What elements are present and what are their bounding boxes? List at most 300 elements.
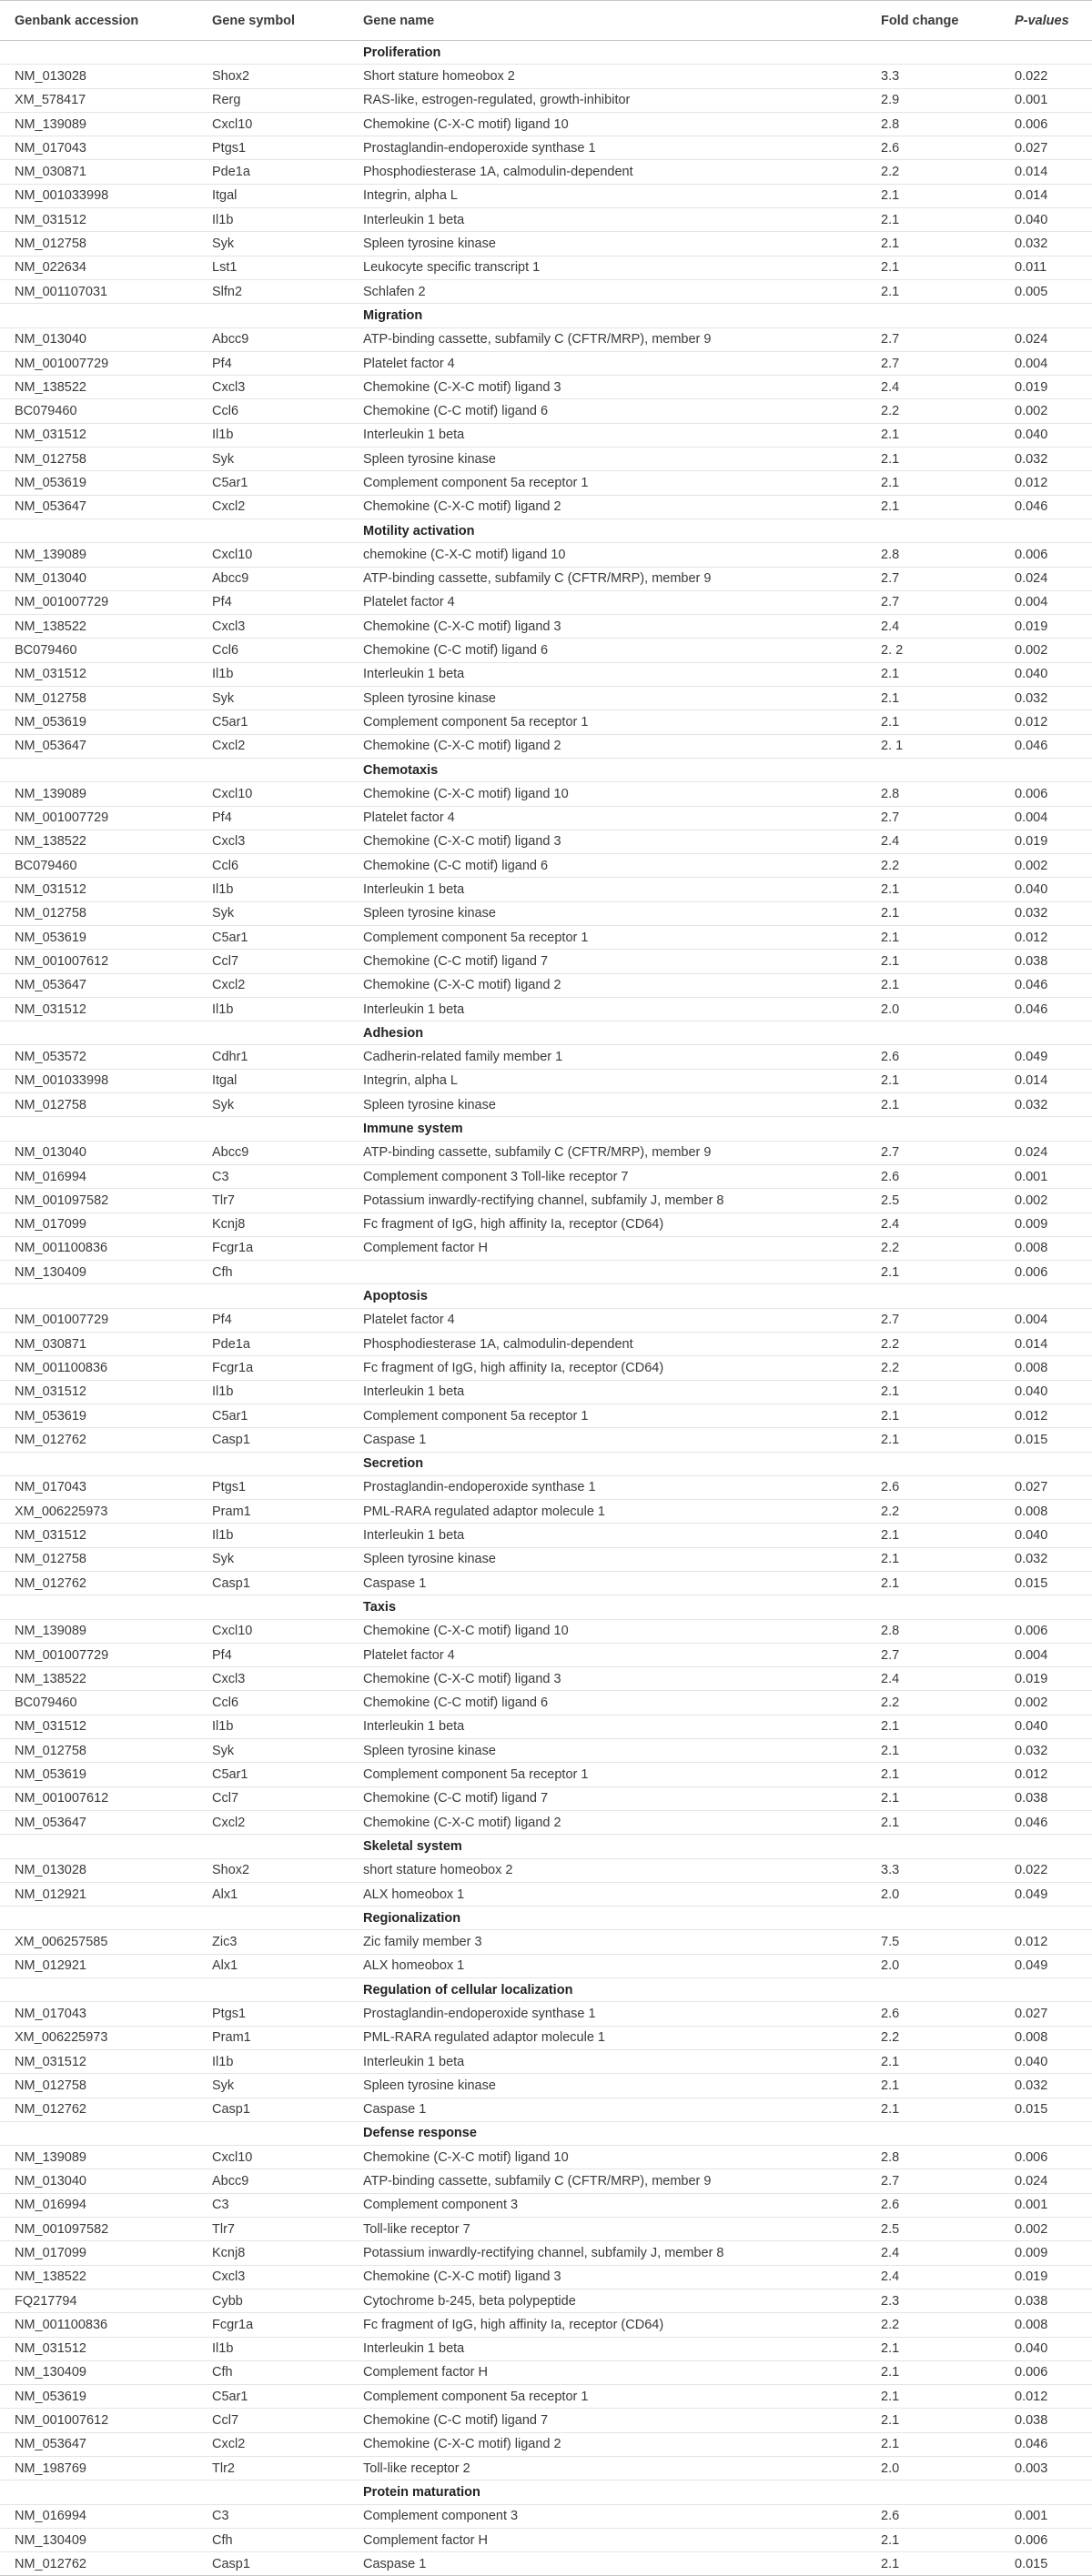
gene-symbol-cell: Ccl6 bbox=[212, 854, 363, 878]
fold-change-cell: 2.0 bbox=[881, 1954, 1015, 1977]
fold-change-cell: 2.1 bbox=[881, 2409, 1015, 2432]
section-title: Skeletal system bbox=[363, 1835, 1092, 1858]
genbank-accession-cell: NM_053647 bbox=[15, 1810, 212, 1834]
p-value-cell: 0.012 bbox=[1015, 925, 1092, 949]
row-spacer bbox=[0, 1380, 15, 1404]
fold-change-cell: 2.6 bbox=[881, 1164, 1015, 1188]
genbank-accession-cell: NM_138522 bbox=[15, 376, 212, 399]
row-spacer bbox=[0, 710, 15, 734]
genbank-accession-cell: NM_017099 bbox=[15, 2241, 212, 2265]
fold-change-cell: 2.1 bbox=[881, 495, 1015, 518]
table-row bbox=[0, 184, 1092, 207]
gene-symbol-cell: C5ar1 bbox=[212, 2385, 363, 2409]
table-row bbox=[0, 2337, 1092, 2360]
fold-change-cell: 3.3 bbox=[881, 1858, 1015, 1882]
gene-name-cell: Spleen tyrosine kinase bbox=[363, 1547, 881, 1571]
p-value-cell: 0.046 bbox=[1015, 1810, 1092, 1834]
table-row bbox=[0, 2504, 1092, 2528]
gene-symbol-cell: Ccl6 bbox=[212, 639, 363, 662]
row-spacer bbox=[0, 376, 15, 399]
fold-change-cell: 2.0 bbox=[881, 1882, 1015, 1906]
row-spacer bbox=[0, 590, 15, 614]
gene-symbol-cell: Tlr2 bbox=[212, 2456, 363, 2480]
table-row bbox=[0, 1930, 1092, 1954]
gene-name-cell: Short stature homeobox 2 bbox=[363, 65, 881, 88]
genbank-accession-cell: NM_130409 bbox=[15, 2360, 212, 2384]
gene-name-cell: Chemokine (C-X-C motif) ligand 2 bbox=[363, 973, 881, 997]
row-spacer bbox=[0, 2074, 15, 2098]
gene-symbol-cell: Il1b bbox=[212, 878, 363, 901]
gene-name-cell: Chemokine (C-X-C motif) ligand 3 bbox=[363, 2265, 881, 2289]
p-value-cell: 0.049 bbox=[1015, 1954, 1092, 1977]
genbank-accession-cell: NM_138522 bbox=[15, 830, 212, 853]
fold-change-cell: 2.6 bbox=[881, 136, 1015, 160]
genbank-accession-cell: XM_006225973 bbox=[15, 2026, 212, 2049]
gene-symbol-cell: Abcc9 bbox=[212, 2169, 363, 2193]
fold-change-cell: 2.8 bbox=[881, 2146, 1015, 2169]
genbank-accession-cell: NM_138522 bbox=[15, 1667, 212, 1691]
gene-symbol-cell: Il1b bbox=[212, 2337, 363, 2360]
gene-symbol-cell: Pram1 bbox=[212, 2026, 363, 2049]
gene-name-cell: Fc fragment of IgG, high affinity Ia, receptor (CD64) bbox=[363, 2313, 881, 2337]
gene-symbol-cell: Ccl7 bbox=[212, 2409, 363, 2432]
p-value-cell: 0.038 bbox=[1015, 1786, 1092, 1810]
fold-change-cell: 2.1 bbox=[881, 2049, 1015, 2073]
gene-symbol-cell: Tlr7 bbox=[212, 1189, 363, 1213]
section-row bbox=[0, 1978, 1092, 2002]
p-value-cell: 0.032 bbox=[1015, 1547, 1092, 1571]
genbank-accession-cell: XM_578417 bbox=[15, 88, 212, 112]
p-value-cell: 0.009 bbox=[1015, 2241, 1092, 2265]
gene-name-cell: Chemokine (C-C motif) ligand 6 bbox=[363, 639, 881, 662]
fold-change-cell: 2.1 bbox=[881, 1524, 1015, 1547]
row-spacer bbox=[0, 1045, 15, 1069]
fold-change-cell: 2.1 bbox=[881, 1069, 1015, 1092]
table-row bbox=[0, 1261, 1092, 1284]
genbank-accession-cell: NM_001007729 bbox=[15, 1308, 212, 1332]
table-row bbox=[0, 1141, 1092, 1164]
table-row bbox=[0, 973, 1092, 997]
gene-symbol-cell: C5ar1 bbox=[212, 471, 363, 495]
gene-symbol-cell: Kcnj8 bbox=[212, 2241, 363, 2265]
genbank-accession-cell: NM_012758 bbox=[15, 232, 212, 256]
gene-symbol-cell: C3 bbox=[212, 2504, 363, 2528]
gene-name-cell: Toll-like receptor 7 bbox=[363, 2218, 881, 2241]
gene-name-cell: Spleen tyrosine kinase bbox=[363, 2074, 881, 2098]
table-row bbox=[0, 878, 1092, 901]
p-value-cell: 0.015 bbox=[1015, 1572, 1092, 1595]
p-value-cell: 0.040 bbox=[1015, 423, 1092, 447]
gene-symbol-cell: C5ar1 bbox=[212, 1763, 363, 1786]
fold-change-cell: 2.6 bbox=[881, 1045, 1015, 1069]
genbank-accession-cell: NM_138522 bbox=[15, 615, 212, 639]
gene-symbol-cell: Cxcl3 bbox=[212, 830, 363, 853]
p-value-cell: 0.012 bbox=[1015, 710, 1092, 734]
genbank-accession-cell: NM_053619 bbox=[15, 471, 212, 495]
genbank-accession-cell: BC079460 bbox=[15, 1691, 212, 1715]
gene-name-cell: Potassium inwardly-rectifying channel, subfamily J, member 8 bbox=[363, 1189, 881, 1213]
gene-symbol-cell: Lst1 bbox=[212, 256, 363, 279]
p-value-cell: 0.014 bbox=[1015, 184, 1092, 207]
fold-change-cell: 2.6 bbox=[881, 2002, 1015, 2026]
section-title: Proliferation bbox=[363, 41, 1092, 65]
table-row bbox=[0, 2218, 1092, 2241]
gene-name-cell: Platelet factor 4 bbox=[363, 1643, 881, 1666]
genbank-accession-cell: NM_053619 bbox=[15, 925, 212, 949]
table-row bbox=[0, 399, 1092, 423]
genbank-accession-cell: NM_139089 bbox=[15, 782, 212, 806]
row-spacer bbox=[0, 734, 15, 758]
genbank-accession-cell: BC079460 bbox=[15, 399, 212, 423]
genbank-accession-cell: NM_031512 bbox=[15, 2049, 212, 2073]
row-spacer bbox=[0, 2289, 15, 2312]
table-row bbox=[0, 2456, 1092, 2480]
gene-symbol-cell: Pf4 bbox=[212, 806, 363, 830]
gene-name-cell: Platelet factor 4 bbox=[363, 590, 881, 614]
genbank-accession-cell: NM_012758 bbox=[15, 1093, 212, 1117]
row-spacer bbox=[0, 2265, 15, 2289]
gene-name-cell: Potassium inwardly-rectifying channel, subfamily J, member 8 bbox=[363, 2241, 881, 2265]
fold-change-cell: 2.7 bbox=[881, 1141, 1015, 1164]
genbank-accession-cell: NM_030871 bbox=[15, 1333, 212, 1356]
genbank-accession-cell: NM_139089 bbox=[15, 112, 212, 136]
genbank-accession-cell: NM_013040 bbox=[15, 2169, 212, 2193]
header-p-values: P-values bbox=[1015, 1, 1092, 41]
fold-change-cell: 2. 2 bbox=[881, 639, 1015, 662]
genbank-accession-cell: NM_013028 bbox=[15, 1858, 212, 1882]
p-value-cell: 0.006 bbox=[1015, 112, 1092, 136]
genbank-accession-cell: NM_053619 bbox=[15, 2385, 212, 2409]
section-title: Regionalization bbox=[363, 1907, 1092, 1930]
table-row bbox=[0, 1547, 1092, 1571]
genbank-accession-cell: BC079460 bbox=[15, 854, 212, 878]
table-row bbox=[0, 2074, 1092, 2098]
p-value-cell: 0.032 bbox=[1015, 901, 1092, 925]
row-spacer bbox=[0, 1500, 15, 1524]
row-spacer bbox=[0, 1978, 363, 2002]
fold-change-cell: 2.8 bbox=[881, 1619, 1015, 1643]
genbank-accession-cell: NM_012758 bbox=[15, 1547, 212, 1571]
fold-change-cell: 2.7 bbox=[881, 590, 1015, 614]
gene-symbol-cell: Syk bbox=[212, 687, 363, 710]
gene-name-cell: Complement component 5a receptor 1 bbox=[363, 710, 881, 734]
gene-name-cell: Cadherin-related family member 1 bbox=[363, 1045, 881, 1069]
genbank-accession-cell: NM_001100836 bbox=[15, 2313, 212, 2337]
row-spacer bbox=[0, 1356, 15, 1380]
table-row bbox=[0, 1858, 1092, 1882]
section-title: Taxis bbox=[363, 1595, 1092, 1619]
row-spacer bbox=[0, 1213, 15, 1236]
gene-symbol-cell: Abcc9 bbox=[212, 567, 363, 590]
fold-change-cell: 2.1 bbox=[881, 184, 1015, 207]
genbank-accession-cell: NM_053647 bbox=[15, 734, 212, 758]
genbank-accession-cell: NM_130409 bbox=[15, 2528, 212, 2551]
fold-change-cell: 2.1 bbox=[881, 2098, 1015, 2121]
table-row bbox=[0, 351, 1092, 375]
p-value-cell: 0.001 bbox=[1015, 88, 1092, 112]
fold-change-cell: 2.7 bbox=[881, 567, 1015, 590]
gene-name-cell: Chemokine (C-X-C motif) ligand 3 bbox=[363, 830, 881, 853]
p-value-cell: 0.012 bbox=[1015, 1404, 1092, 1427]
p-value-cell: 0.012 bbox=[1015, 2385, 1092, 2409]
section-title: Motility activation bbox=[363, 518, 1092, 542]
p-value-cell: 0.032 bbox=[1015, 1739, 1092, 1763]
fold-change-cell: 2.1 bbox=[881, 279, 1015, 303]
gene-name-cell: Chemokine (C-X-C motif) ligand 10 bbox=[363, 112, 881, 136]
row-spacer bbox=[0, 1141, 15, 1164]
table-row bbox=[0, 88, 1092, 112]
table-row bbox=[0, 2169, 1092, 2193]
row-spacer bbox=[0, 41, 363, 65]
row-spacer bbox=[0, 997, 15, 1021]
genbank-accession-cell: NM_053647 bbox=[15, 973, 212, 997]
row-spacer bbox=[0, 1261, 15, 1284]
fold-change-cell: 2.8 bbox=[881, 543, 1015, 567]
fold-change-cell: 2.1 bbox=[881, 878, 1015, 901]
gene-name-cell: RAS-like, estrogen-regulated, growth-inhibitor bbox=[363, 88, 881, 112]
row-spacer bbox=[0, 758, 363, 781]
genbank-accession-cell: NM_053619 bbox=[15, 1404, 212, 1427]
gene-symbol-cell: Cxcl10 bbox=[212, 2146, 363, 2169]
genbank-accession-cell: NM_139089 bbox=[15, 1619, 212, 1643]
row-spacer bbox=[0, 1930, 15, 1954]
genbank-accession-cell: NM_031512 bbox=[15, 2337, 212, 2360]
table-row bbox=[0, 1404, 1092, 1427]
fold-change-cell: 2.1 bbox=[881, 1404, 1015, 1427]
table-row bbox=[0, 662, 1092, 686]
p-value-cell: 0.011 bbox=[1015, 256, 1092, 279]
fold-change-cell: 2.1 bbox=[881, 687, 1015, 710]
section-row bbox=[0, 1835, 1092, 1858]
fold-change-cell: 2.1 bbox=[881, 1810, 1015, 1834]
gene-name-cell: ATP-binding cassette, subfamily C (CFTR/MRP), member 9 bbox=[363, 327, 881, 351]
p-value-cell: 0.040 bbox=[1015, 662, 1092, 686]
row-spacer bbox=[0, 1572, 15, 1595]
table-row bbox=[0, 1810, 1092, 1834]
p-value-cell: 0.014 bbox=[1015, 1333, 1092, 1356]
p-value-cell: 0.024 bbox=[1015, 327, 1092, 351]
table-row bbox=[0, 734, 1092, 758]
gene-symbol-cell: Ccl7 bbox=[212, 1786, 363, 1810]
p-value-cell: 0.008 bbox=[1015, 1500, 1092, 1524]
gene-name-cell: Leukocyte specific transcript 1 bbox=[363, 256, 881, 279]
row-spacer bbox=[0, 1907, 363, 1930]
genbank-accession-cell: NM_013040 bbox=[15, 567, 212, 590]
p-value-cell: 0.046 bbox=[1015, 2432, 1092, 2456]
header-spacer bbox=[0, 1, 15, 41]
row-spacer bbox=[0, 2528, 15, 2551]
fold-change-cell: 2.2 bbox=[881, 1500, 1015, 1524]
gene-symbol-cell: Il1b bbox=[212, 1715, 363, 1738]
gene-symbol-cell: Cxcl3 bbox=[212, 2265, 363, 2289]
row-spacer bbox=[0, 662, 15, 686]
row-spacer bbox=[0, 806, 15, 830]
p-value-cell: 0.012 bbox=[1015, 1763, 1092, 1786]
fold-change-cell: 2.1 bbox=[881, 2552, 1015, 2576]
section-title: Chemotaxis bbox=[363, 758, 1092, 781]
row-spacer bbox=[0, 2218, 15, 2241]
table-row bbox=[0, 1500, 1092, 1524]
fold-change-cell: 2.1 bbox=[881, 662, 1015, 686]
genbank-accession-cell: FQ217794 bbox=[15, 2289, 212, 2312]
fold-change-cell: 2.4 bbox=[881, 2265, 1015, 2289]
fold-change-cell: 2.2 bbox=[881, 399, 1015, 423]
p-value-cell: 0.046 bbox=[1015, 734, 1092, 758]
fold-change-cell: 2.2 bbox=[881, 1356, 1015, 1380]
genbank-accession-cell: XM_006257585 bbox=[15, 1930, 212, 1954]
p-value-cell: 0.008 bbox=[1015, 2313, 1092, 2337]
p-value-cell: 0.006 bbox=[1015, 1261, 1092, 1284]
gene-symbol-cell: Casp1 bbox=[212, 1572, 363, 1595]
p-value-cell: 0.008 bbox=[1015, 2026, 1092, 2049]
row-spacer bbox=[0, 2313, 15, 2337]
fold-change-cell: 2.1 bbox=[881, 2432, 1015, 2456]
row-spacer bbox=[0, 901, 15, 925]
p-value-cell: 0.009 bbox=[1015, 1213, 1092, 1236]
section-row bbox=[0, 1907, 1092, 1930]
gene-name-cell: Chemokine (C-C motif) ligand 7 bbox=[363, 950, 881, 973]
table-row bbox=[0, 1236, 1092, 1260]
gene-name-cell: Chemokine (C-X-C motif) ligand 3 bbox=[363, 376, 881, 399]
genbank-accession-cell: NM_016994 bbox=[15, 1164, 212, 1188]
genbank-accession-cell: XM_006225973 bbox=[15, 1500, 212, 1524]
genbank-accession-cell: NM_012758 bbox=[15, 1739, 212, 1763]
row-spacer bbox=[0, 2360, 15, 2384]
row-spacer bbox=[0, 782, 15, 806]
table-row bbox=[0, 1619, 1092, 1643]
gene-name-cell: Interleukin 1 beta bbox=[363, 423, 881, 447]
section-row bbox=[0, 2480, 1092, 2504]
gene-name-cell: Fc fragment of IgG, high affinity Ia, receptor (CD64) bbox=[363, 1356, 881, 1380]
gene-name-cell: Caspase 1 bbox=[363, 1572, 881, 1595]
table-body bbox=[0, 41, 1092, 2576]
table-row bbox=[0, 112, 1092, 136]
genbank-accession-cell: NM_031512 bbox=[15, 1715, 212, 1738]
gene-symbol-cell: Syk bbox=[212, 232, 363, 256]
table-row bbox=[0, 639, 1092, 662]
gene-symbol-cell: Il1b bbox=[212, 2049, 363, 2073]
genbank-accession-cell: NM_012758 bbox=[15, 2074, 212, 2098]
row-spacer bbox=[0, 1786, 15, 1810]
fold-change-cell: 2.1 bbox=[881, 1093, 1015, 1117]
genbank-accession-cell: NM_130409 bbox=[15, 1261, 212, 1284]
table-row bbox=[0, 1763, 1092, 1786]
row-spacer bbox=[0, 1643, 15, 1666]
gene-name-cell: Chemokine (C-X-C motif) ligand 10 bbox=[363, 2146, 881, 2169]
row-spacer bbox=[0, 304, 363, 327]
gene-name-cell: ALX homeobox 1 bbox=[363, 1882, 881, 1906]
row-spacer bbox=[0, 2049, 15, 2073]
fold-change-cell: 2.1 bbox=[881, 901, 1015, 925]
row-spacer bbox=[0, 351, 15, 375]
gene-name-cell: Caspase 1 bbox=[363, 1428, 881, 1452]
gene-name-cell: PML-RARA regulated adaptor molecule 1 bbox=[363, 1500, 881, 1524]
gene-symbol-cell: Cxcl2 bbox=[212, 973, 363, 997]
p-value-cell: 0.024 bbox=[1015, 1141, 1092, 1164]
p-value-cell: 0.002 bbox=[1015, 399, 1092, 423]
header-gene-symbol: Gene symbol bbox=[212, 1, 363, 41]
p-value-cell: 0.014 bbox=[1015, 1069, 1092, 1092]
row-spacer bbox=[0, 543, 15, 567]
fold-change-cell: 2.1 bbox=[881, 1786, 1015, 1810]
table-row bbox=[0, 2241, 1092, 2265]
section-row bbox=[0, 1595, 1092, 1619]
gene-symbol-cell: Pf4 bbox=[212, 1308, 363, 1332]
p-value-cell: 0.015 bbox=[1015, 2552, 1092, 2576]
genbank-accession-cell: NM_198769 bbox=[15, 2456, 212, 2480]
gene-symbol-cell: Pf4 bbox=[212, 351, 363, 375]
fold-change-cell: 2.1 bbox=[881, 973, 1015, 997]
section-title: Adhesion bbox=[363, 1021, 1092, 1045]
table-row bbox=[0, 1333, 1092, 1356]
p-value-cell: 0.049 bbox=[1015, 1882, 1092, 1906]
table-row bbox=[0, 2360, 1092, 2384]
p-value-cell: 0.038 bbox=[1015, 950, 1092, 973]
gene-symbol-cell: Ptgs1 bbox=[212, 2002, 363, 2026]
genbank-accession-cell: NM_012762 bbox=[15, 1428, 212, 1452]
genbank-accession-cell: NM_139089 bbox=[15, 543, 212, 567]
table-row bbox=[0, 2313, 1092, 2337]
p-value-cell: 0.019 bbox=[1015, 376, 1092, 399]
row-spacer bbox=[0, 184, 15, 207]
gene-symbol-cell: Ccl6 bbox=[212, 399, 363, 423]
gene-symbol-cell: Fcgr1a bbox=[212, 2313, 363, 2337]
p-value-cell: 0.002 bbox=[1015, 2218, 1092, 2241]
genbank-accession-cell: NM_001097582 bbox=[15, 1189, 212, 1213]
table-row bbox=[0, 687, 1092, 710]
p-value-cell: 0.024 bbox=[1015, 567, 1092, 590]
table-row bbox=[0, 2409, 1092, 2432]
genbank-accession-cell: NM_053572 bbox=[15, 1045, 212, 1069]
row-spacer bbox=[0, 2385, 15, 2409]
genbank-accession-cell: NM_053647 bbox=[15, 495, 212, 518]
table-row bbox=[0, 1164, 1092, 1188]
genbank-accession-cell: NM_012758 bbox=[15, 687, 212, 710]
header-genbank-accession: Genbank accession bbox=[15, 1, 212, 41]
table-row bbox=[0, 2385, 1092, 2409]
fold-change-cell: 2.7 bbox=[881, 327, 1015, 351]
gene-symbol-cell: Ccl7 bbox=[212, 950, 363, 973]
row-spacer bbox=[0, 2409, 15, 2432]
section-row bbox=[0, 1117, 1092, 1141]
row-spacer bbox=[0, 2337, 15, 2360]
fold-change-cell: 2.2 bbox=[881, 1691, 1015, 1715]
p-value-cell: 0.024 bbox=[1015, 2169, 1092, 2193]
gene-name-cell: Interleukin 1 beta bbox=[363, 997, 881, 1021]
row-spacer bbox=[0, 2504, 15, 2528]
gene-symbol-cell: Cxcl10 bbox=[212, 112, 363, 136]
gene-name-cell: Interleukin 1 beta bbox=[363, 208, 881, 232]
genbank-accession-cell: NM_017099 bbox=[15, 1213, 212, 1236]
gene-name-cell: Complement component 3 bbox=[363, 2193, 881, 2217]
gene-symbol-cell: Shox2 bbox=[212, 1858, 363, 1882]
gene-name-cell: ATP-binding cassette, subfamily C (CFTR/MRP), member 9 bbox=[363, 567, 881, 590]
gene-symbol-cell: Syk bbox=[212, 1739, 363, 1763]
p-value-cell: 0.022 bbox=[1015, 1858, 1092, 1882]
p-value-cell: 0.032 bbox=[1015, 1093, 1092, 1117]
section-title: Migration bbox=[363, 304, 1092, 327]
gene-name-cell: Chemokine (C-C motif) ligand 6 bbox=[363, 854, 881, 878]
gene-name-cell: Toll-like receptor 2 bbox=[363, 2456, 881, 2480]
gene-name-cell: Complement factor H bbox=[363, 2360, 881, 2384]
row-spacer bbox=[0, 423, 15, 447]
p-value-cell: 0.001 bbox=[1015, 2504, 1092, 2528]
gene-symbol-cell: Casp1 bbox=[212, 1428, 363, 1452]
gene-symbol-cell: Cxcl2 bbox=[212, 495, 363, 518]
row-spacer bbox=[0, 1189, 15, 1213]
table-row bbox=[0, 2289, 1092, 2312]
gene-name-cell: Prostaglandin-endoperoxide synthase 1 bbox=[363, 2002, 881, 2026]
